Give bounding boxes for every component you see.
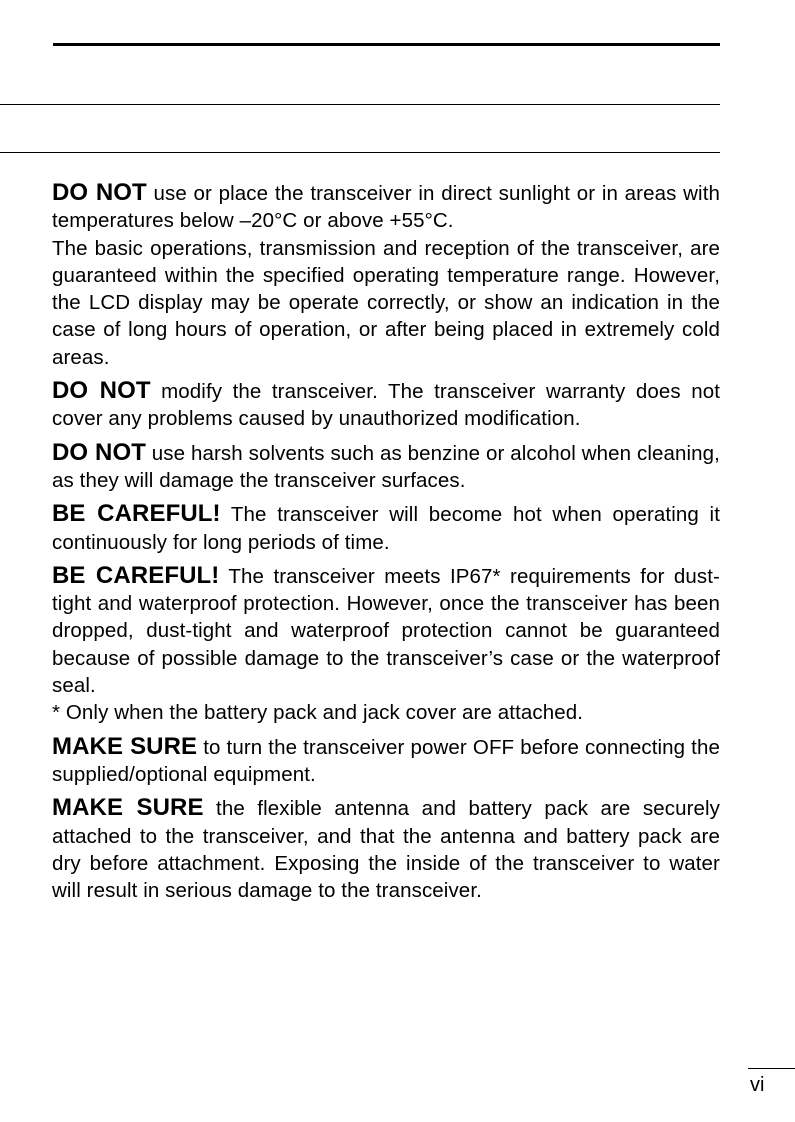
warning-lead: DO NOT: [52, 438, 146, 466]
precaution-power-off: [52, 733, 720, 789]
warning-lead: DO NOT: [52, 179, 147, 206]
warning-text-extra: The basic operations, transmission and reception of the transceiver, are guaranteed within the specified operating temperature range. However, the LCD display may be operate correctly, or show an indication in the case of long hours of operation, or after being placed in extremely cold areas.: [52, 236, 720, 369]
warning-lead: BE CAREFUL!: [52, 500, 221, 528]
precaution-antenna-battery: [52, 794, 720, 904]
warning-text: the flexible antenna and battery pack are securely attached to the transceiver, and that the antenna and battery pack are dry before attachment. Exposing the inside of the transceiver to water will result in serious damage to the transceiver.: [52, 797, 721, 903]
warning-lead: MAKE SURE: [52, 732, 198, 760]
warning-text: use harsh solvents such as benzine or alcohol when cleaning, as they will damage the transceiver surfaces.: [52, 441, 720, 492]
warning-text: modify the transceiver. The transceiver warranty does not cover any problems caused by unauthorized modification.: [52, 380, 720, 431]
warning-text: The transceiver will become hot when operating it continuously for long periods of time.: [52, 503, 720, 554]
header-rule-upper: [0, 104, 720, 105]
footer-rule: [748, 1068, 795, 1069]
page-number: vi: [750, 1074, 765, 1096]
warning-text: The transceiver meets IP67* requirements for dust-tight and waterproof protection. However, once the transceiver has been dropped, dust-tight and waterproof protection cannot be guaranteed because of possible damage to the transceiver’s case or the waterproof seal.: [52, 564, 720, 698]
precaution-modify: [52, 377, 720, 433]
precaution-hot: [52, 500, 720, 556]
warning-lead: BE CAREFUL!: [52, 561, 220, 589]
footnote-text: * Only when the battery pack and jack cover are attached.: [52, 701, 584, 725]
warning-text: use or place the transceiver in direct sunlight or in areas with temperatures below –20°C or above +55°C.: [52, 182, 720, 233]
precaution-solvents: [52, 439, 720, 495]
precautions-body: [52, 179, 720, 910]
warning-lead: DO NOT: [52, 377, 151, 405]
warning-lead: MAKE SURE: [52, 794, 204, 822]
header-rule-lower: [0, 152, 720, 153]
header-rule-thick: [53, 43, 720, 46]
warning-text: to turn the transceiver power OFF before connecting the supplied/optional equipment.: [52, 735, 720, 786]
precaution-sunlight-temperature: [52, 179, 720, 371]
precaution-waterproof: [52, 562, 720, 727]
